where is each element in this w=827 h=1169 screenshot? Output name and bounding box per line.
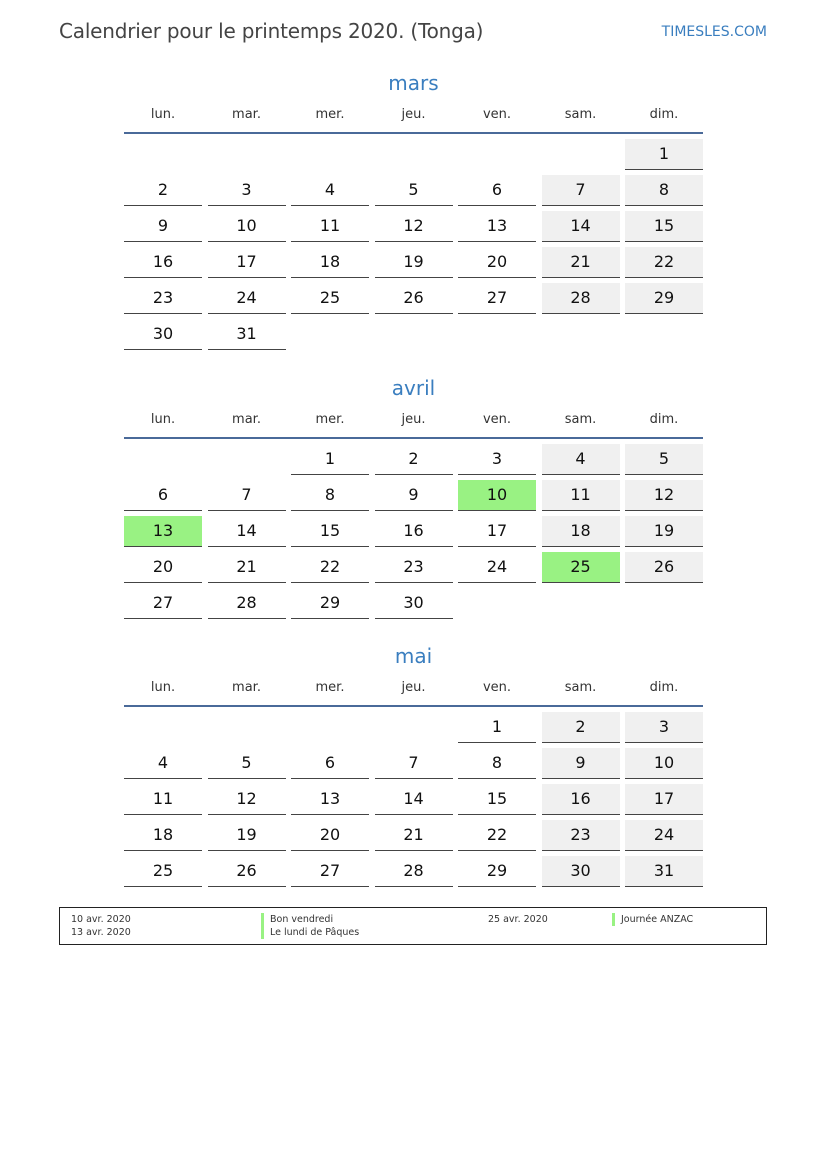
week-row [124,784,703,820]
week-row [124,712,703,748]
day-cell[interactable]: 14 [208,516,286,547]
week-row [124,139,703,175]
weekday-label: jeu. [401,107,426,122]
day-cell[interactable]: 18 [124,820,202,851]
empty-day-cell [625,319,703,349]
empty-day-cell [208,444,286,474]
day-cell[interactable]: 10 [208,211,286,242]
empty-day-cell [291,139,369,169]
day-cell[interactable]: 20 [458,247,536,278]
day-cell[interactable]: 17 [458,516,536,547]
day-cell[interactable]: 9 [375,480,453,511]
day-cell[interactable]: 10 [625,748,703,779]
day-cell[interactable]: 23 [375,552,453,583]
day-cell[interactable]: 30 [542,856,620,887]
empty-day-cell [542,139,620,169]
empty-day-cell [375,139,453,169]
day-cell[interactable]: 17 [625,784,703,815]
day-cell[interactable]: 26 [375,283,453,314]
empty-day-cell [375,712,453,742]
day-cell[interactable]: 6 [291,748,369,779]
empty-day-cell [124,444,202,474]
week-row [124,175,703,211]
day-cell[interactable]: 27 [291,856,369,887]
empty-day-cell [458,139,536,169]
day-cell[interactable]: 30 [375,588,453,619]
day-cell[interactable]: 15 [458,784,536,815]
day-cell[interactable]: 13 [291,784,369,815]
day-cell[interactable]: 8 [625,175,703,206]
weekday-label: lun. [150,680,176,695]
week-row [124,319,703,355]
month-block-mars [124,68,703,355]
day-cell[interactable]: 24 [208,283,286,314]
weekday-label: jeu. [401,412,426,427]
day-cell[interactable]: 26 [625,552,703,583]
weekday-header-row [124,411,703,439]
week-row [124,820,703,856]
day-cell[interactable]: 27 [124,588,202,619]
empty-day-cell [458,588,536,618]
day-cell[interactable]: 17 [208,247,286,278]
day-cell[interactable]: 14 [542,211,620,242]
day-cell[interactable]: 25 [542,552,620,583]
empty-day-cell [124,712,202,742]
day-cell[interactable]: 23 [124,283,202,314]
weekday-header-row [124,106,703,134]
day-cell[interactable]: 19 [625,516,703,547]
day-cell[interactable]: 11 [542,480,620,511]
legend-holiday-name: Bon vendredi [261,913,333,926]
day-cell[interactable]: 30 [124,319,202,350]
weekday-label: dim. [649,680,679,695]
day-cell[interactable]: 5 [375,175,453,206]
week-row [124,480,703,516]
day-cell[interactable]: 12 [208,784,286,815]
day-cell[interactable]: 31 [208,319,286,350]
month-title: avril [391,376,436,400]
day-cell[interactable]: 16 [375,516,453,547]
day-cell[interactable]: 1 [458,712,536,743]
day-cell[interactable]: 12 [375,211,453,242]
day-cell[interactable]: 26 [208,856,286,887]
month-block-mai [124,641,703,892]
weekday-label: mar. [232,680,261,695]
empty-day-cell [124,139,202,169]
day-cell[interactable]: 2 [542,712,620,743]
day-cell[interactable]: 28 [208,588,286,619]
day-cell[interactable]: 22 [458,820,536,851]
weekday-label: lun. [150,107,176,122]
day-cell[interactable]: 8 [291,480,369,511]
empty-day-cell [375,319,453,349]
day-cell[interactable]: 11 [124,784,202,815]
weekday-label: lun. [150,412,176,427]
day-cell[interactable]: 4 [124,748,202,779]
weekday-label: ven. [482,412,512,427]
day-cell[interactable]: 3 [208,175,286,206]
month-block-avril [124,373,703,624]
weekday-label: mar. [232,412,261,427]
empty-day-cell [542,588,620,618]
day-cell[interactable]: 9 [124,211,202,242]
day-cell[interactable]: 15 [291,516,369,547]
week-row [124,283,703,319]
day-cell[interactable]: 23 [542,820,620,851]
legend-date: 25 avr. 2020 [488,914,548,925]
day-cell[interactable]: 6 [458,175,536,206]
weekday-label: dim. [649,107,679,122]
legend-holiday-name: Le lundi de Pâques [261,926,359,939]
day-cell[interactable]: 20 [291,820,369,851]
day-cell[interactable]: 25 [291,283,369,314]
weekday-label: ven. [482,107,512,122]
day-cell[interactable]: 13 [458,211,536,242]
weekday-label: jeu. [401,680,426,695]
weekday-label: mer. [315,107,345,122]
empty-day-cell [291,712,369,742]
empty-day-cell [458,319,536,349]
day-cell[interactable]: 12 [625,480,703,511]
day-cell[interactable]: 8 [458,748,536,779]
weekday-header-row [124,679,703,707]
day-cell[interactable]: 4 [291,175,369,206]
day-cell[interactable]: 21 [208,552,286,583]
day-cell[interactable]: 24 [458,552,536,583]
day-cell[interactable]: 22 [291,552,369,583]
day-cell[interactable]: 21 [542,247,620,278]
week-row [124,516,703,552]
day-cell[interactable]: 13 [124,516,202,547]
month-title: mars [388,71,439,95]
month-title: mai [394,644,433,668]
day-cell[interactable]: 9 [542,748,620,779]
day-cell[interactable]: 2 [375,444,453,475]
day-cell[interactable]: 6 [124,480,202,511]
day-cell[interactable]: 16 [542,784,620,815]
day-cell[interactable]: 27 [458,283,536,314]
weekday-label: mar. [232,107,261,122]
weekday-label: sam. [564,412,597,427]
day-cell[interactable]: 7 [542,175,620,206]
day-cell[interactable]: 19 [375,247,453,278]
week-row [124,588,703,624]
day-cell[interactable]: 21 [375,820,453,851]
day-cell[interactable]: 3 [625,712,703,743]
day-cell[interactable]: 19 [208,820,286,851]
day-cell[interactable]: 1 [291,444,369,475]
day-cell[interactable]: 16 [124,247,202,278]
empty-day-cell [208,139,286,169]
day-cell[interactable]: 28 [375,856,453,887]
day-cell[interactable]: 22 [625,247,703,278]
day-cell[interactable]: 2 [124,175,202,206]
day-cell[interactable]: 28 [542,283,620,314]
week-row [124,444,703,480]
week-row [124,552,703,588]
day-cell[interactable]: 7 [375,748,453,779]
day-cell[interactable]: 5 [208,748,286,779]
day-cell[interactable]: 18 [542,516,620,547]
day-cell[interactable]: 10 [458,480,536,511]
weekday-label: mer. [315,680,345,695]
brand-link[interactable]: TIMESLES.COM [661,24,767,40]
day-cell[interactable]: 5 [625,444,703,475]
week-row [124,748,703,784]
empty-day-cell [291,319,369,349]
weekday-label: ven. [482,680,512,695]
empty-day-cell [625,588,703,618]
legend-date: 10 avr. 2020 [71,914,131,925]
day-cell[interactable]: 7 [208,480,286,511]
day-cell[interactable]: 14 [375,784,453,815]
day-cell[interactable]: 20 [124,552,202,583]
day-cell[interactable]: 15 [625,211,703,242]
legend-date: 13 avr. 2020 [71,927,131,938]
weekday-label: mer. [315,412,345,427]
weekday-label: sam. [564,680,597,695]
legend-holiday-name: Journée ANZAC [612,913,693,926]
day-cell[interactable]: 29 [291,588,369,619]
day-cell[interactable]: 3 [458,444,536,475]
week-row [124,247,703,283]
empty-day-cell [208,712,286,742]
day-cell[interactable]: 31 [625,856,703,887]
day-cell[interactable]: 25 [124,856,202,887]
day-cell[interactable]: 29 [458,856,536,887]
holiday-legend [59,907,767,945]
day-cell[interactable]: 4 [542,444,620,475]
day-cell[interactable]: 11 [291,211,369,242]
empty-day-cell [542,319,620,349]
day-cell[interactable]: 24 [625,820,703,851]
day-cell[interactable]: 18 [291,247,369,278]
day-cell[interactable]: 1 [625,139,703,170]
weekday-label: dim. [649,412,679,427]
page-title: Calendrier pour le printemps 2020. (Tonga) [59,19,484,43]
week-row [124,856,703,892]
weekday-label: sam. [564,107,597,122]
week-row [124,211,703,247]
day-cell[interactable]: 29 [625,283,703,314]
